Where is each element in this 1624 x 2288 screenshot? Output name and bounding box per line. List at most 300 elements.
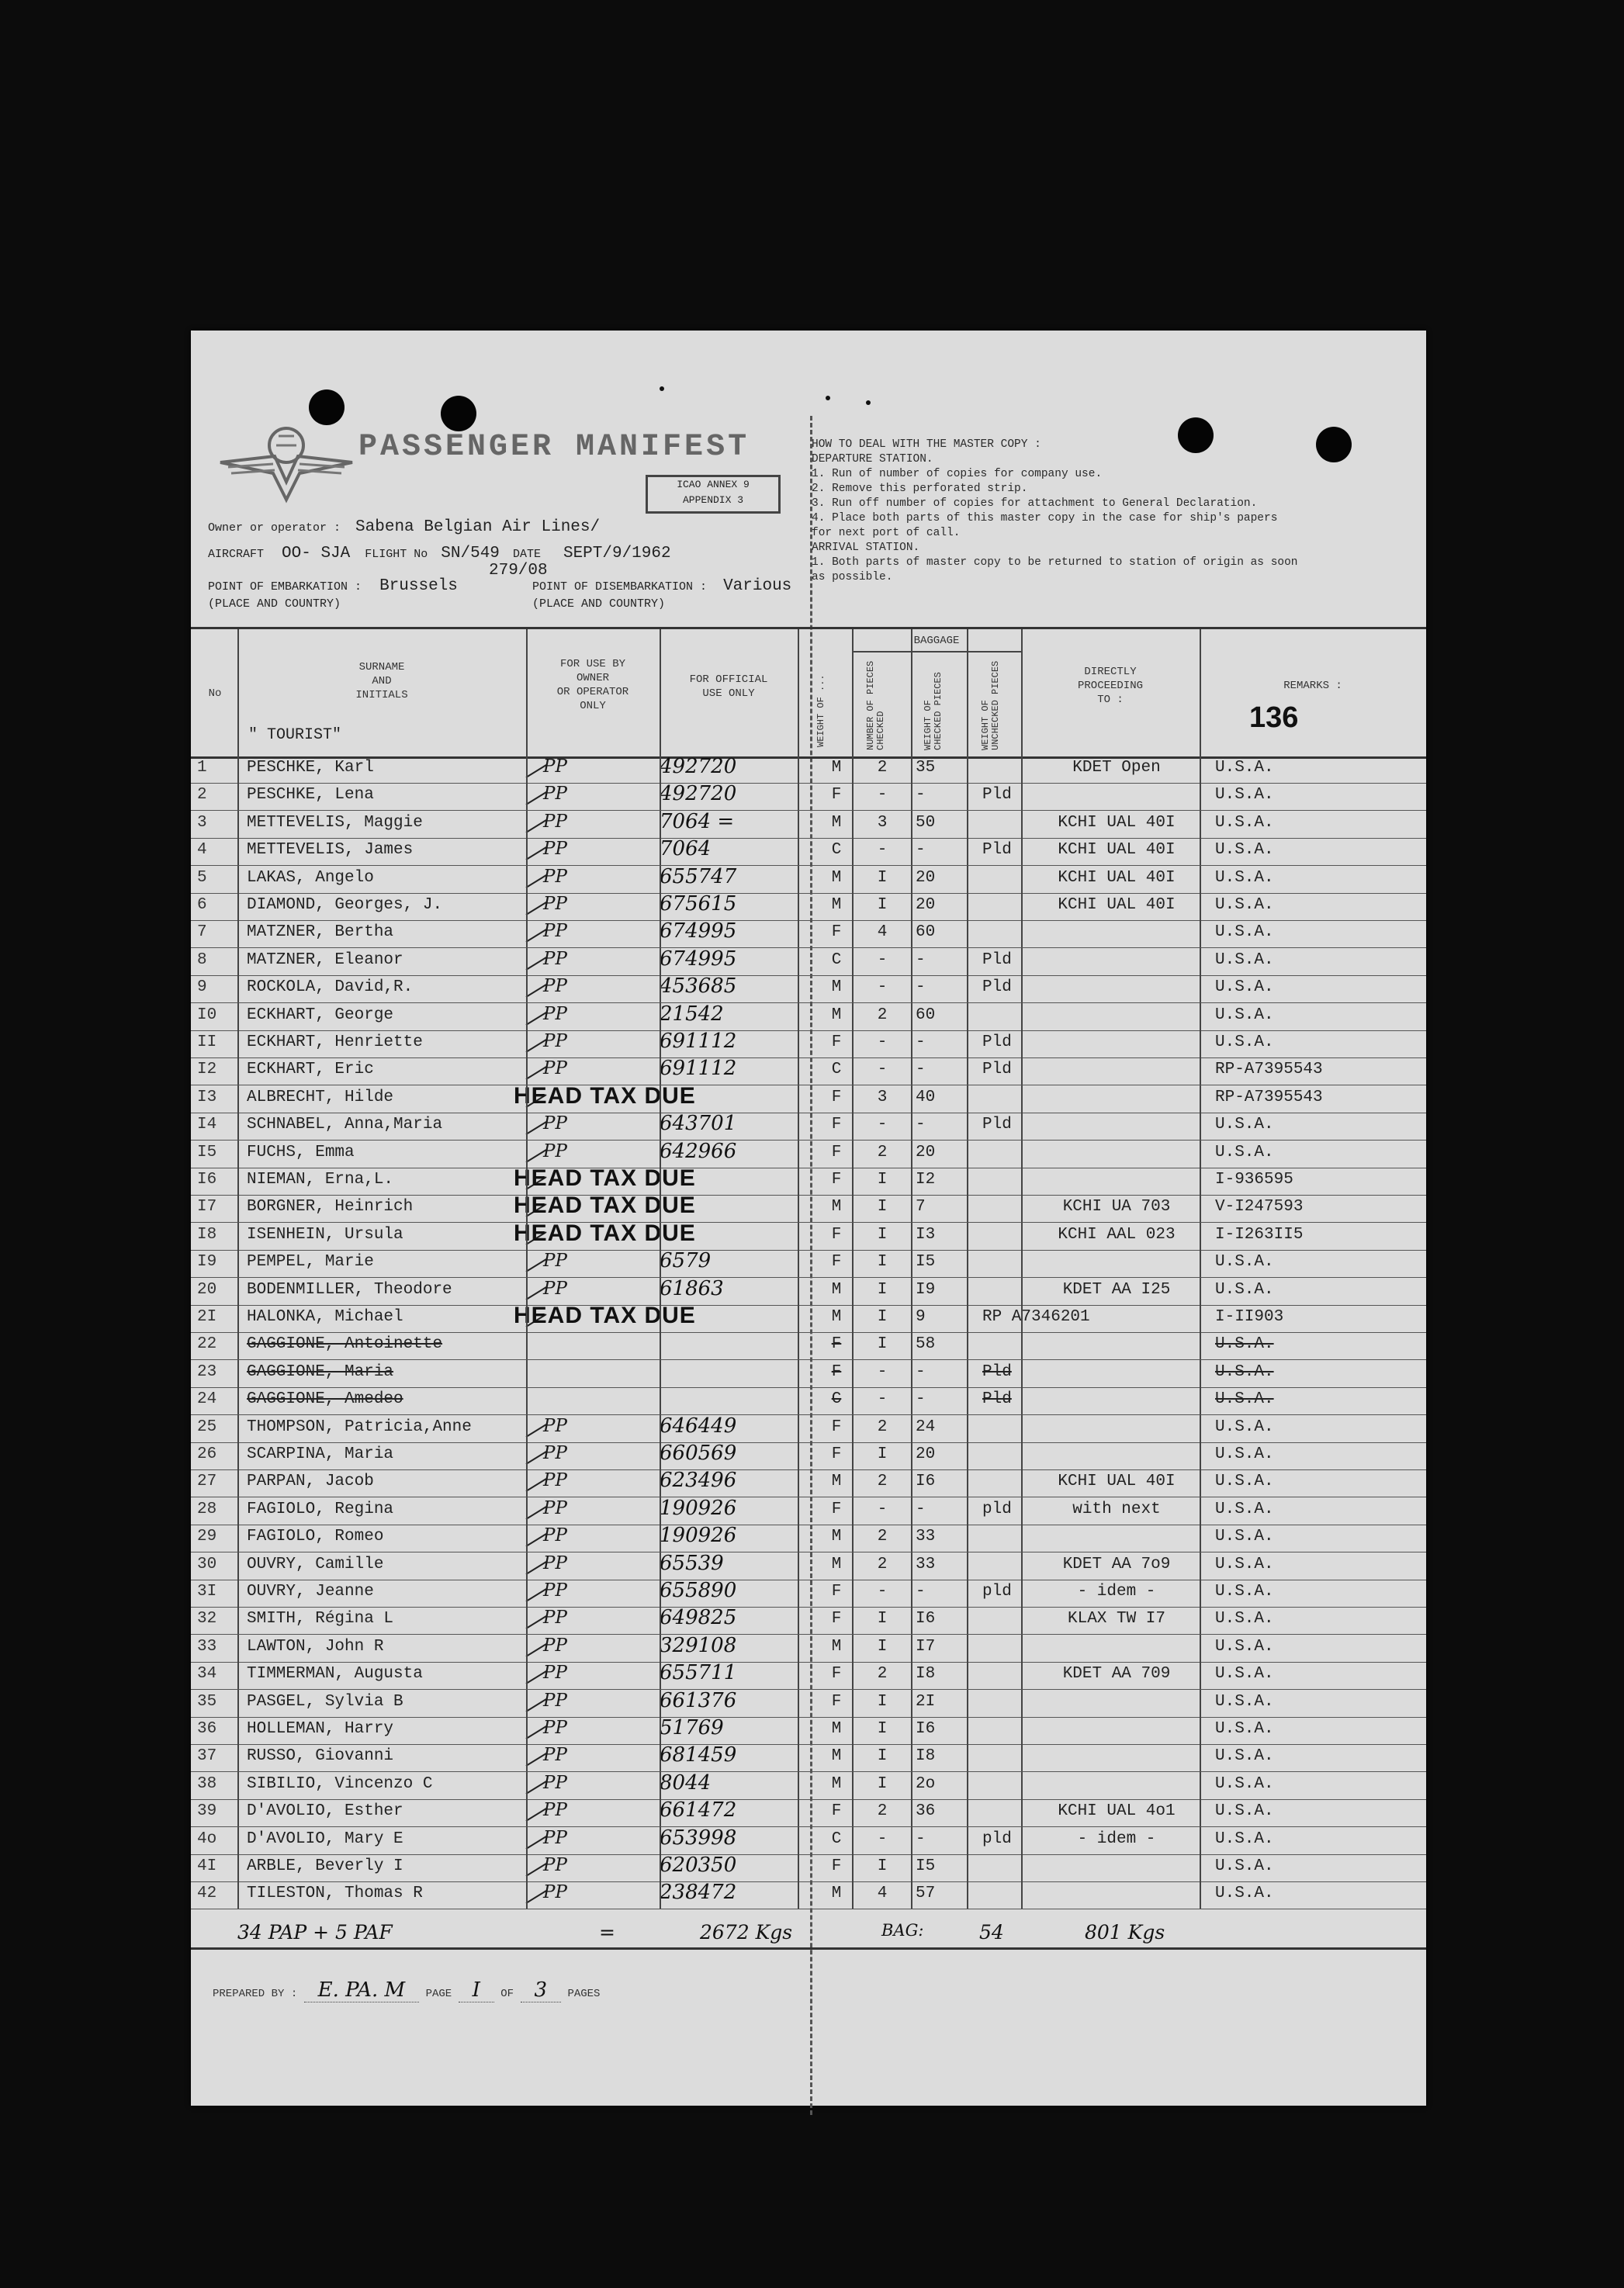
cell-num: 61863 (660, 1276, 724, 1300)
cell-no: 8 (197, 950, 207, 969)
table-row (191, 1827, 1426, 1855)
cell-num: 674995 (660, 947, 737, 971)
cell-dest: KLAX TW I7 (1067, 1610, 1166, 1629)
cell-sex: F (831, 1253, 842, 1272)
cell-name: ISENHEIN, Ursula (247, 1225, 403, 1244)
cell-name: GAGGIONE, Antoinette (247, 1335, 443, 1354)
cell-wt: 35 (916, 759, 936, 777)
cell-sex: C (831, 1061, 842, 1079)
cell-pld: Pld (982, 1061, 1012, 1079)
cell-name: SIBILIO, Vincenzo C (247, 1774, 433, 1793)
embark-sub: (PLACE AND COUNTRY) (208, 597, 341, 611)
cell-pp: PP (543, 1800, 567, 1821)
cell-pld: Pld (982, 950, 1012, 969)
table-row (191, 1220, 1426, 1251)
table-row (191, 1744, 1426, 1772)
cell-name: SMITH, Régina L (247, 1610, 394, 1629)
cell-wt: I7 (916, 1637, 936, 1656)
cell-num: 65539 (660, 1551, 724, 1575)
cell-sex: M (831, 978, 842, 997)
pages-label: PAGES (567, 1988, 601, 2000)
cell-rem: U.S.A. (1215, 1473, 1274, 1491)
cell-sex: F (831, 1088, 842, 1106)
cell-no: 35 (197, 1692, 217, 1711)
cell-pld: pld (982, 1583, 1012, 1601)
cell-sex: F (831, 1033, 842, 1051)
cell-no: 26 (197, 1445, 217, 1463)
cell-no: 2 (197, 786, 207, 805)
cell-name: ARBLE, Beverly I (247, 1857, 403, 1875)
col-baggage: BAGGAGE (913, 635, 960, 647)
cell-rem: U.S.A. (1215, 978, 1274, 997)
cell-pcs: I (877, 1610, 888, 1629)
table-row (191, 1525, 1426, 1552)
cell-name: ALBRECHT, Hilde (247, 1088, 394, 1106)
cell-num: 51769 (660, 1716, 724, 1739)
cell-name: SCHNABEL, Anna,Maria (247, 1116, 443, 1134)
cell-rem: U.S.A. (1215, 841, 1274, 860)
cell-no: 2I (197, 1308, 217, 1326)
cell-rem: U.S.A. (1215, 813, 1274, 832)
cell-rem: U.S.A. (1215, 1665, 1274, 1684)
cell-name: TILESTON, Thomas R (247, 1885, 423, 1903)
cell-rem: U.S.A. (1215, 1390, 1274, 1409)
cell-pcs: I (877, 1747, 888, 1766)
cell-no: 33 (197, 1637, 217, 1656)
cell-sex: F (831, 1225, 842, 1244)
cell-wt: 40 (916, 1088, 936, 1106)
cell-sex: F (831, 786, 842, 805)
cell-rem: U.S.A. (1215, 759, 1274, 777)
cell-dest: - idem - (1077, 1829, 1156, 1848)
cell-pcs: I (877, 896, 888, 914)
total-weight: 2672 Kgs (700, 1921, 793, 1944)
cell-no: 28 (197, 1500, 217, 1518)
owner-line (208, 518, 600, 536)
cell-sex: F (831, 1665, 842, 1684)
cell-wt: - (916, 1362, 926, 1381)
cell-num: 643701 (660, 1112, 737, 1136)
cell-wt: I5 (916, 1253, 936, 1272)
cell-no: 30 (197, 1555, 217, 1573)
col-owner-use: FOR USE BY OWNER OR OPERATOR ONLY (556, 658, 629, 712)
cell-pp: PP (543, 1552, 567, 1573)
col-weight: WEIGHT OF ... (815, 674, 826, 747)
cell-pcs: I (877, 1253, 888, 1272)
cell-no: 3I (197, 1583, 217, 1601)
cell-name: TIMMERMAN, Augusta (247, 1665, 423, 1684)
cell-rem: U.S.A. (1215, 1747, 1274, 1766)
cell-wt: 9 (916, 1308, 926, 1326)
cell-no: 32 (197, 1610, 217, 1629)
cell-no: I9 (197, 1253, 217, 1272)
cell-wt: 20 (916, 1445, 936, 1463)
cell-num: 691112 (660, 1030, 737, 1053)
cell-no: 7 (197, 923, 207, 942)
cell-wt: 50 (916, 813, 936, 832)
owner-value: Sabena Belgian Air Lines/ (355, 518, 601, 536)
cell-pcs: I (877, 1198, 888, 1217)
cell-rem: U.S.A. (1215, 1335, 1274, 1354)
cell-sex: F (831, 923, 842, 942)
table-row (191, 1690, 1426, 1718)
cell-pp: PP (543, 1745, 567, 1766)
cell-pcs: 3 (877, 1088, 888, 1106)
cell-pp: PP (543, 1608, 567, 1629)
cell-pp: PP (543, 1497, 567, 1518)
cell-no: 37 (197, 1747, 217, 1766)
cell-wt: - (916, 1033, 926, 1051)
cell-name: ECKHART, Henriette (247, 1033, 423, 1051)
cell-pcs: I (877, 1280, 888, 1299)
icao-annex-box: ICAO ANNEX 9 APPENDIX 3 (646, 475, 781, 514)
cell-num: 661376 (660, 1688, 737, 1712)
cell-wt: - (916, 841, 926, 860)
table-row (191, 1278, 1426, 1306)
table-row (191, 1415, 1426, 1443)
cell-pld: RP A7346201 (982, 1308, 1090, 1326)
cell-rem: RP-A7395543 (1215, 1088, 1323, 1106)
cell-no: 24 (197, 1390, 217, 1409)
cell-sex: F (831, 1143, 842, 1161)
cell-dest: KCHI UAL 40I (1058, 896, 1176, 914)
cell-no: 3 (197, 813, 207, 832)
cell-sex: M (831, 1198, 842, 1217)
cell-num: 655747 (660, 864, 737, 888)
cell-no: I5 (197, 1143, 217, 1161)
cell-sex: M (831, 896, 842, 914)
cell-name: SCARPINA, Maria (247, 1445, 394, 1463)
embark-line (208, 577, 458, 595)
cell-wt: I6 (916, 1473, 936, 1491)
bag-label: BAG: (881, 1921, 924, 1940)
cell-rem: U.S.A. (1215, 786, 1274, 805)
cell-sex: M (831, 1885, 842, 1903)
table-row (191, 756, 1426, 784)
cell-sex: F (831, 1362, 842, 1381)
cell-pcs: 2 (877, 1473, 888, 1491)
cell-rem: U.S.A. (1215, 896, 1274, 914)
cell-name: D'AVOLIO, Esther (247, 1802, 403, 1821)
cell-no: I8 (197, 1225, 217, 1244)
cell-no: 42 (197, 1885, 217, 1903)
cell-dest: KDET Open (1072, 759, 1161, 777)
cell-pcs: 2 (877, 759, 888, 777)
cell-num: 329108 (660, 1633, 737, 1657)
aircraft-line (208, 545, 671, 562)
cell-name: PESCHKE, Karl (247, 759, 374, 777)
cell-pcs: I (877, 1335, 888, 1354)
cell-wt: 20 (916, 868, 936, 887)
cell-pcs: - (877, 1116, 888, 1134)
cell-num: 21542 (660, 1002, 724, 1026)
cell-wt: - (916, 1061, 926, 1079)
cell-pcs: I (877, 1692, 888, 1711)
cell-num: 674995 (660, 919, 737, 943)
cell-no: 9 (197, 978, 207, 997)
manifest-sheet (191, 331, 1426, 2106)
cell-no: 27 (197, 1473, 217, 1491)
cell-pp: PP (543, 948, 567, 969)
cell-pcs: 4 (877, 1885, 888, 1903)
date-value: SEPT/9/1962 (563, 545, 671, 562)
cell-wt: 7 (916, 1198, 926, 1217)
col-official-use: FOR OFFICIAL USE ONLY (689, 673, 768, 700)
col-surname: SURNAME AND INITIALS (355, 661, 408, 701)
aircraft-value: OO- SJA (282, 545, 351, 562)
head-tax-due-stamp: HEAD TAX DUE (514, 1192, 696, 1219)
cell-rem: U.S.A. (1215, 1885, 1274, 1903)
cell-pp: PP (543, 1470, 567, 1491)
cell-no: 4 (197, 841, 207, 860)
ink-speck (866, 400, 871, 405)
cell-no: I4 (197, 1116, 217, 1134)
cell-sex: M (831, 1006, 842, 1024)
embark-label: POINT OF EMBARKATION : (208, 580, 362, 594)
cell-rem: U.S.A. (1215, 1610, 1274, 1629)
table-row (191, 811, 1426, 839)
table-row (191, 1030, 1426, 1058)
cell-pp: PP (543, 1058, 567, 1079)
cell-wt: 36 (916, 1802, 936, 1821)
cell-sex: M (831, 1747, 842, 1766)
cell-pcs: - (877, 841, 888, 860)
cell-num: 681459 (660, 1743, 737, 1767)
cell-rem: U.S.A. (1215, 1774, 1274, 1793)
cell-name: HALONKA, Michael (247, 1308, 403, 1326)
cell-pcs: 2 (877, 1802, 888, 1821)
cell-pld: Pld (982, 1033, 1012, 1051)
cell-num: 492720 (660, 782, 737, 806)
table-row (191, 1580, 1426, 1608)
table-row (191, 1442, 1426, 1470)
cell-no: 6 (197, 896, 207, 914)
cell-pcs: 4 (877, 923, 888, 942)
table-row (191, 838, 1426, 866)
cell-name: RUSSO, Giovanni (247, 1747, 394, 1766)
cell-pld: Pld (982, 1362, 1012, 1381)
cell-name: BODENMILLER, Theodore (247, 1280, 452, 1299)
cell-pp: PP (543, 1690, 567, 1711)
cell-name: HOLLEMAN, Harry (247, 1720, 394, 1738)
cell-pp: PP (543, 894, 567, 914)
cell-num: 190926 (660, 1524, 737, 1548)
cell-no: 34 (197, 1665, 217, 1684)
punch-hole (441, 396, 476, 431)
cell-pp: PP (543, 1882, 567, 1903)
table-row (191, 1332, 1426, 1360)
bag-weight: 801 Kgs (1085, 1921, 1165, 1944)
cell-wt: 2o (916, 1774, 936, 1793)
table-row (191, 1607, 1426, 1635)
cell-rem: I-II903 (1215, 1308, 1284, 1326)
cell-no: I0 (197, 1006, 217, 1024)
cell-pcs: - (877, 1033, 888, 1051)
cell-name: DIAMOND, Georges, J. (247, 896, 443, 914)
cell-pp: PP (543, 756, 567, 777)
cell-num: 492720 (660, 755, 737, 778)
owner-label: Owner or operator : (208, 521, 341, 535)
cell-wt: I5 (916, 1857, 936, 1875)
cell-sex: M (831, 1774, 842, 1793)
cell-pld: Pld (982, 1390, 1012, 1409)
cell-num: 190926 (660, 1496, 737, 1520)
table-row (191, 948, 1426, 976)
cell-name: PESCHKE, Lena (247, 786, 374, 805)
cell-no: 38 (197, 1774, 217, 1793)
cell-rem: V-I247593 (1215, 1198, 1304, 1217)
cell-pcs: I (877, 1445, 888, 1463)
cell-pp: PP (543, 784, 567, 805)
cell-num: 642966 (660, 1139, 737, 1163)
cell-wt: 57 (916, 1885, 936, 1903)
cell-rem: U.S.A. (1215, 1445, 1274, 1463)
cell-rem: U.S.A. (1215, 1362, 1274, 1381)
cell-no: 4I (197, 1857, 217, 1875)
cell-sex: C (831, 1390, 842, 1409)
cell-no: II (197, 1033, 217, 1051)
aircraft-label: AIRCRAFT (208, 548, 265, 561)
table-row (191, 893, 1426, 921)
page-value: I (459, 1978, 494, 2002)
cell-wt: 33 (916, 1528, 936, 1546)
cell-wt: 20 (916, 1143, 936, 1161)
bag-count: 54 (979, 1921, 1004, 1944)
cell-rem: U.S.A. (1215, 1692, 1274, 1711)
head-tax-due-stamp: HEAD TAX DUE (514, 1082, 696, 1109)
cell-pp: PP (543, 921, 567, 942)
totals-row (191, 1921, 1426, 1950)
ink-speck (660, 386, 664, 391)
table-row (191, 783, 1426, 811)
cell-pld: pld (982, 1829, 1012, 1848)
table-header (191, 627, 1426, 759)
cell-num: 691112 (660, 1057, 737, 1081)
cell-sex: M (831, 1280, 842, 1299)
cell-num: 7064 (660, 837, 712, 861)
table-row (191, 1250, 1426, 1278)
cell-num: 655890 (660, 1579, 737, 1602)
cell-rem: U.S.A. (1215, 1555, 1274, 1573)
cell-wt: - (916, 1390, 926, 1409)
cell-wt: 60 (916, 923, 936, 942)
table-row (191, 1799, 1426, 1827)
cell-dest: KDET AA I25 (1062, 1280, 1171, 1299)
cell-sex: M (831, 1555, 842, 1573)
table-row (191, 866, 1426, 894)
cell-no: I6 (197, 1171, 217, 1189)
disembark-value: Various (723, 577, 792, 595)
cell-rem: U.S.A. (1215, 923, 1274, 942)
flight-value-2: 279/08 (489, 562, 548, 580)
cell-pcs: - (877, 1500, 888, 1518)
cell-wt: 2I (916, 1692, 936, 1711)
table-row (191, 1113, 1426, 1141)
table-row (191, 920, 1426, 948)
prepared-value: E. PA. M (304, 1978, 420, 2002)
prepared-label: PREPARED BY : (213, 1988, 298, 2000)
cell-dest: KCHI UA 703 (1062, 1198, 1171, 1217)
cell-dest: KCHI UAL 40I (1058, 813, 1176, 832)
cell-name: D'AVOLIO, Mary E (247, 1829, 403, 1848)
cell-wt: 20 (916, 896, 936, 914)
cell-name: FUCHS, Emma (247, 1143, 355, 1161)
cell-pp: PP (543, 839, 567, 860)
cell-name: ECKHART, Eric (247, 1061, 374, 1079)
cell-num: 661472 (660, 1798, 737, 1822)
cell-pp: PP (543, 1827, 567, 1848)
cell-num: 7064 = (660, 809, 735, 833)
cell-sex: C (831, 950, 842, 969)
cell-wt: 60 (916, 1006, 936, 1024)
cell-sex: M (831, 1308, 842, 1326)
disembark-label: POINT OF DISEMBARKATION : (532, 580, 708, 594)
cell-name: GAGGIONE, Amedeo (247, 1390, 403, 1409)
cell-sex: M (831, 1637, 842, 1656)
cell-num: 646449 (660, 1414, 737, 1438)
cell-wt: - (916, 786, 926, 805)
cell-rem: U.S.A. (1215, 1857, 1274, 1875)
class-label: " TOURIST" (248, 726, 342, 744)
cell-pcs: - (877, 978, 888, 997)
cell-rem: U.S.A. (1215, 1417, 1274, 1436)
cell-pcs: - (877, 1061, 888, 1079)
sabena-wings-logo (213, 408, 360, 509)
cell-wt: - (916, 1829, 926, 1848)
cell-wt: I6 (916, 1720, 936, 1738)
head-tax-due-stamp: HEAD TAX DUE (514, 1165, 696, 1191)
cell-sex: F (831, 1692, 842, 1711)
cell-rem: U.S.A. (1215, 950, 1274, 969)
cell-dest: KDET AA 7o9 (1062, 1555, 1171, 1573)
cell-sex: C (831, 1829, 842, 1848)
cell-rem: U.S.A. (1215, 1006, 1274, 1024)
table-row (191, 1360, 1426, 1388)
table-row (191, 1854, 1426, 1882)
cell-rem: U.S.A. (1215, 1500, 1274, 1518)
cell-num: 620350 (660, 1854, 737, 1877)
cell-name: THOMPSON, Patricia,Anne (247, 1417, 472, 1436)
cell-dest: with next (1072, 1500, 1161, 1518)
cell-pcs: - (877, 1390, 888, 1409)
cell-name: PEMPEL, Marie (247, 1253, 374, 1272)
cell-wt: 58 (916, 1335, 936, 1354)
cell-name: ROCKOLA, David,R. (247, 978, 414, 997)
cell-no: 20 (197, 1280, 217, 1299)
cell-dest: KCHI AAL 023 (1058, 1225, 1176, 1244)
col-pieces: NUMBER OF PIECES CHECKED (865, 660, 886, 750)
cell-pcs: I (877, 1637, 888, 1656)
cell-rem: U.S.A. (1215, 1829, 1274, 1848)
cell-rem: U.S.A. (1215, 1116, 1274, 1134)
cell-pp: PP (543, 976, 567, 997)
col-remarks: REMARKS : (1283, 680, 1342, 692)
cell-wt: - (916, 950, 926, 969)
cell-sex: F (831, 1335, 842, 1354)
cell-num: 675615 (660, 892, 737, 916)
cell-sex: F (831, 1802, 842, 1821)
table-row (191, 1082, 1426, 1113)
cell-pp: PP (543, 1443, 567, 1463)
flight-label: FLIGHT No (365, 548, 428, 561)
cell-dest: KCHI UAL 40I (1058, 1473, 1176, 1491)
cell-name: MATZNER, Bertha (247, 923, 394, 942)
cell-name: BORGNER, Heinrich (247, 1198, 414, 1217)
flight-value: SN/549 (441, 545, 500, 562)
cell-no: 23 (197, 1362, 217, 1381)
table-row (191, 1635, 1426, 1663)
table-row (191, 975, 1426, 1003)
